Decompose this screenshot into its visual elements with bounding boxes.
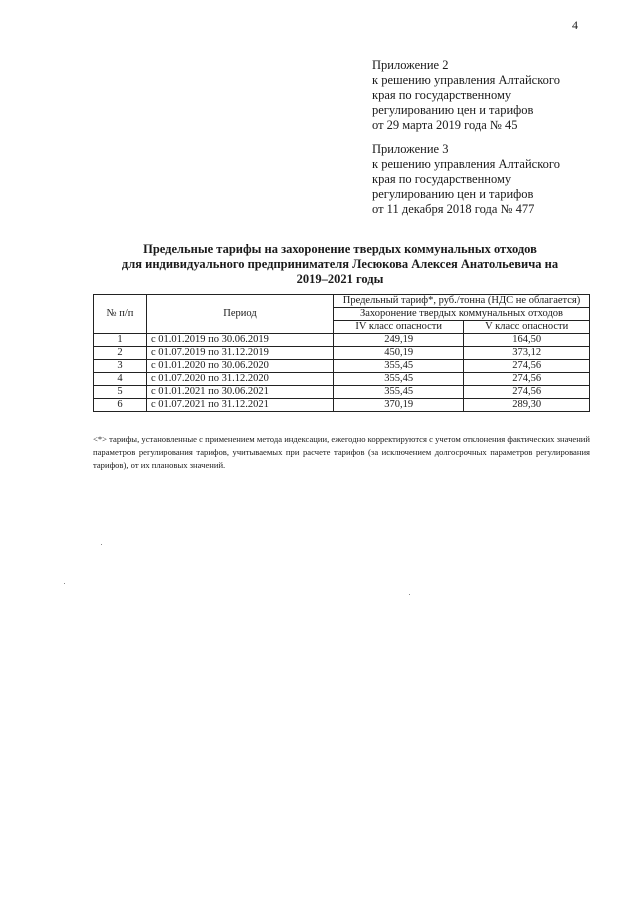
header-num: № п/п [94, 295, 147, 334]
tariff-table [93, 294, 590, 412]
cell-class-4: 370,19 [334, 399, 464, 412]
cell-num: 2 [94, 347, 147, 360]
cell-class-4: 450,19 [334, 347, 464, 360]
header-tariff: Предельный тариф*, руб./тонна (НДС не облагается) [334, 295, 590, 308]
scan-speck [101, 544, 102, 545]
cell-class-4: 355,45 [334, 373, 464, 386]
cell-class-5: 274,56 [464, 386, 590, 399]
cell-num: 3 [94, 360, 147, 373]
cell-class-4: 249,19 [334, 334, 464, 347]
cell-num: 1 [94, 334, 147, 347]
table-header-row [94, 295, 590, 308]
appendix-2-line: от 29 марта 2019 года № 45 [372, 118, 518, 132]
cell-period: с 01.07.2021 по 31.12.2021 [147, 399, 334, 412]
appendix-3-line: регулированию цен и тарифов [372, 187, 534, 201]
table-row [94, 347, 590, 360]
document-title [90, 242, 590, 287]
appendix-3-header [372, 142, 560, 217]
title-line: 2019–2021 годы [296, 272, 384, 286]
cell-class-5: 289,30 [464, 399, 590, 412]
cell-period: с 01.07.2020 по 31.12.2020 [147, 373, 334, 386]
title-line: для индивидуального предпринимателя Лесюкова Алексея Анатольевича на [121, 257, 559, 271]
appendix-2-line: к решению управления Алтайского [372, 73, 560, 87]
appendix-2-line: края по государственному [372, 88, 512, 102]
cell-num: 6 [94, 399, 147, 412]
appendix-3-line: от 11 декабря 2018 года № 477 [372, 202, 535, 216]
table-row [94, 386, 590, 399]
cell-num: 5 [94, 386, 147, 399]
header-class-4: IV класс опасности [334, 321, 464, 334]
scan-speck [409, 594, 410, 595]
cell-period: с 01.01.2019 по 30.06.2019 [147, 334, 334, 347]
cell-period: с 01.01.2020 по 30.06.2020 [147, 360, 334, 373]
cell-class-5: 274,56 [464, 360, 590, 373]
cell-class-5: 164,50 [464, 334, 590, 347]
appendix-3-line: к решению управления Алтайского [372, 157, 560, 171]
scan-speck [64, 583, 65, 584]
table-row [94, 334, 590, 347]
cell-class-5: 274,56 [464, 373, 590, 386]
page-number: 4 [572, 18, 578, 32]
cell-num: 4 [94, 373, 147, 386]
cell-period: с 01.01.2021 по 30.06.2021 [147, 386, 334, 399]
title-line: Предельные тарифы на захоронение твердых коммунальных отходов [143, 242, 537, 256]
header-period: Период [147, 295, 334, 334]
table-row [94, 360, 590, 373]
appendix-3-line: края по государственному [372, 172, 512, 186]
appendix-2-line: регулированию цен и тарифов [372, 103, 534, 117]
header-class-5: V класс опасности [464, 321, 590, 334]
appendix-2-line: Приложение 2 [372, 58, 449, 72]
table-row [94, 399, 590, 412]
cell-class-4: 355,45 [334, 386, 464, 399]
footnote: <*> тарифы, установленные с применением метода индексации, ежегодно корректируются с учетом отклонения фактических значений параметров регулирования тарифов, учитываемых при расчете тарифов (за исключением долгосрочных параметров регулирования тарифов), от их плановых значений. [93, 434, 590, 470]
cell-period: с 01.07.2019 по 31.12.2019 [147, 347, 334, 360]
cell-class-4: 355,45 [334, 360, 464, 373]
table-row [94, 373, 590, 386]
cell-class-5: 373,12 [464, 347, 590, 360]
header-service: Захоронение твердых коммунальных отходов [334, 308, 590, 321]
appendix-3-line: Приложение 3 [372, 142, 449, 156]
appendix-2-header [372, 58, 560, 133]
